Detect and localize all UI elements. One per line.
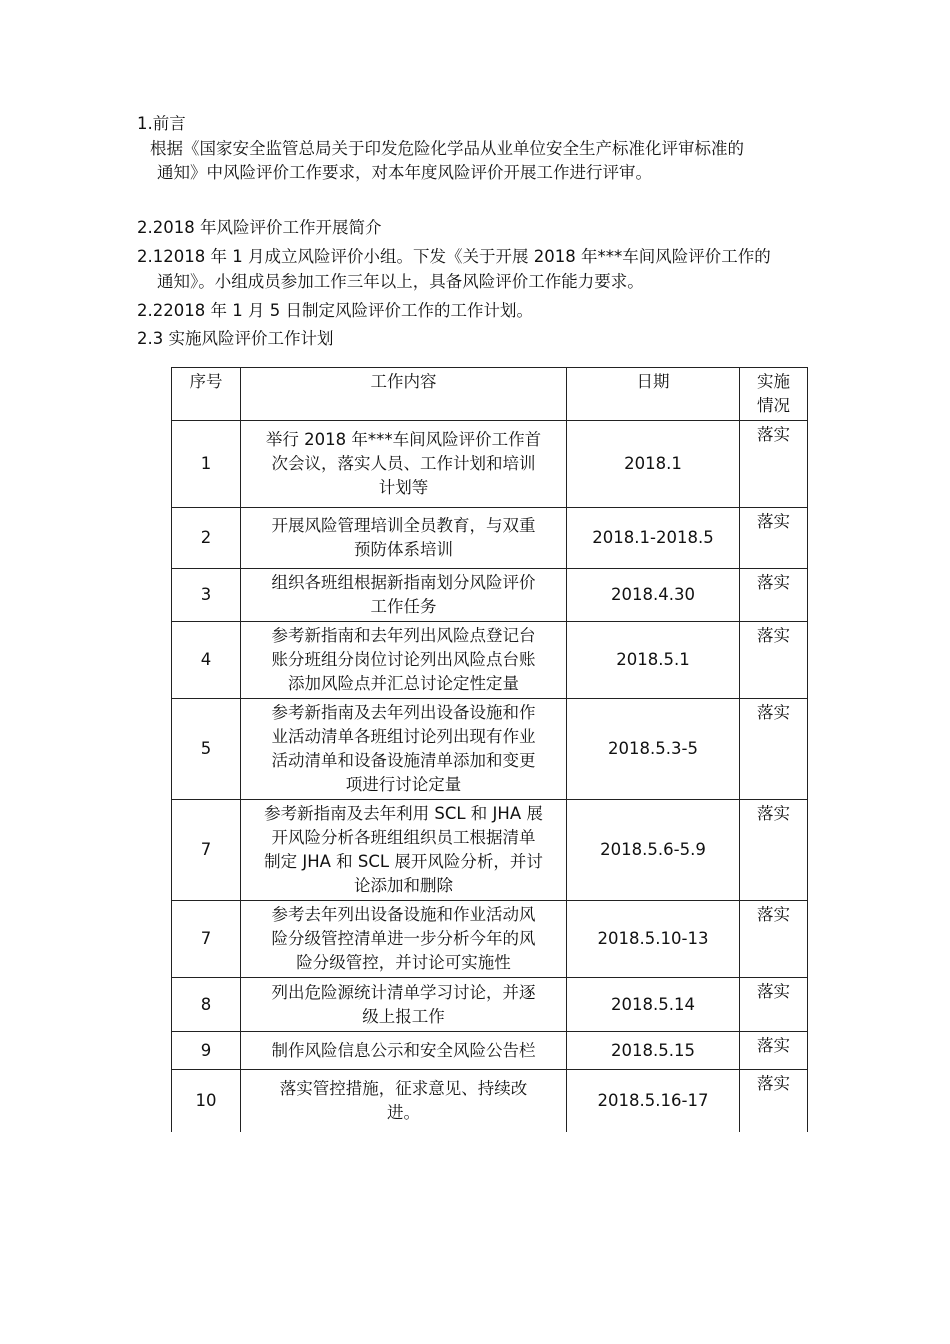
table-row <box>172 978 808 1032</box>
row-content-line: 险分级管控，并讨论可实施性 <box>296 953 511 972</box>
row-status: 落实 <box>740 622 808 699</box>
table-row <box>172 508 808 569</box>
row-content-line: 参考去年列出设备设施和作业活动风 <box>271 905 536 924</box>
row-seq: 10 <box>172 1070 241 1132</box>
row-content-line: 落实管控措施，征求意见、持续改 <box>279 1078 528 1098</box>
row-status: 落实 <box>740 1032 808 1070</box>
overview-heading: 2.2018 年风险评价工作开展简介 <box>137 218 382 237</box>
table-row <box>172 1032 808 1070</box>
row-content-line: 账分班组分岗位讨论列出风险点台账 <box>271 650 536 669</box>
row-content-line: 工作任务 <box>370 597 437 616</box>
row-content-line: 业活动清单各班组讨论列出现有作业 <box>271 727 536 746</box>
row-status: 落实 <box>740 800 808 901</box>
row-date: 2018.5.14 <box>567 978 740 1032</box>
row-seq: 5 <box>172 699 241 800</box>
row-content-line: 制定 JHA 和 SCL 展开风险分析，并讨 <box>264 852 543 871</box>
intro-text-line2: 通知》中风险评价工作要求，对本年度风险评价开展工作进行评审。 <box>157 163 652 182</box>
row-status: 落实 <box>740 699 808 800</box>
header-content: 工作内容 <box>241 368 567 421</box>
item-2-1-line2: 通知》。小组成员参加工作三年以上，具备风险评价工作能力要求。 <box>157 272 644 291</box>
table-row <box>172 569 808 622</box>
header-status-line2: 情况 <box>757 396 790 415</box>
intro-heading: 1.前言 <box>137 114 186 133</box>
row-content-line: 举行 2018 年***车间风险评价工作首 <box>265 430 542 449</box>
row-content <box>241 569 567 622</box>
header-seq: 序号 <box>172 368 241 421</box>
row-content-line: 活动清单和设备设施清单添加和变更 <box>271 751 536 770</box>
row-content-line: 级上报工作 <box>362 1006 445 1026</box>
header-status-line1: 实施 <box>757 372 790 391</box>
row-seq: 7 <box>172 800 241 901</box>
row-status: 落实 <box>740 421 808 508</box>
row-status: 落实 <box>740 569 808 622</box>
row-content-line: 参考新指南及去年利用 SCL 和 JHA 展 <box>264 804 543 823</box>
row-date: 2018.5.16-17 <box>567 1070 740 1132</box>
row-seq: 7 <box>172 901 241 978</box>
row-content <box>241 1070 567 1132</box>
table-row <box>172 1070 808 1132</box>
table-row <box>172 800 808 901</box>
table-row <box>172 699 808 800</box>
row-content-line: 列出危险源统计清单学习讨论，并逐 <box>271 982 536 1002</box>
row-date: 2018.1-2018.5 <box>567 508 740 569</box>
row-status: 落实 <box>740 901 808 978</box>
row-seq: 4 <box>172 622 241 699</box>
row-content <box>241 622 567 699</box>
intro-text-line1: 根据《国家安全监管总局关于印发危险化学品从业单位安全生产标准化评审标准的 <box>150 139 744 158</box>
row-content-line: 计划等 <box>378 478 429 497</box>
row-content <box>241 978 567 1032</box>
row-seq: 1 <box>172 421 241 508</box>
row-status: 落实 <box>740 978 808 1032</box>
row-content-line: 项进行讨论定量 <box>345 775 462 794</box>
table-row <box>172 622 808 699</box>
item-2-2: 2.22018 年 1 月 5 日制定风险评价工作的工作计划。 <box>137 301 533 320</box>
item-2-1-line1: 2.12018 年 1 月成立风险评价小组。下发《关于开展 2018 年***车间风险评价工作的 <box>137 247 771 266</box>
table-body <box>172 421 808 1132</box>
row-content-line: 预防体系培训 <box>354 540 453 559</box>
row-date: 2018.5.6-5.9 <box>567 800 740 901</box>
row-content-line: 开展风险管理培训全员教育，与双重 <box>271 516 536 535</box>
header-date: 日期 <box>567 368 740 421</box>
row-content <box>241 1032 567 1070</box>
row-content-line: 参考新指南和去年列出风险点登记台 <box>271 626 536 645</box>
row-date: 2018.5.3-5 <box>567 699 740 800</box>
row-status: 落实 <box>740 1070 808 1132</box>
row-seq: 2 <box>172 508 241 569</box>
row-date: 2018.5.10-13 <box>567 901 740 978</box>
row-content <box>241 508 567 569</box>
item-2-3: 2.3 实施风险评价工作计划 <box>137 329 334 348</box>
row-content-line: 进。 <box>387 1102 420 1122</box>
header-status <box>740 368 808 421</box>
row-content <box>241 901 567 978</box>
table-row <box>172 901 808 978</box>
row-date: 2018.5.1 <box>567 622 740 699</box>
row-seq: 8 <box>172 978 241 1032</box>
row-seq: 3 <box>172 569 241 622</box>
row-seq: 9 <box>172 1032 241 1070</box>
row-content-line: 组织各班组根据新指南划分风险评价 <box>271 573 536 592</box>
work-plan-table <box>171 367 808 1132</box>
table-row <box>172 421 808 508</box>
row-content-line: 险分级管控清单进一步分析今年的风 <box>271 929 536 948</box>
row-content-line: 添加风险点并汇总讨论定性定量 <box>288 674 519 693</box>
row-date: 2018.5.15 <box>567 1032 740 1070</box>
row-content-line: 次会议，落实人员、工作计划和培训 <box>271 454 536 473</box>
row-content <box>241 800 567 901</box>
row-content <box>241 421 567 508</box>
row-date: 2018.1 <box>567 421 740 508</box>
row-content-line: 参考新指南及去年列出设备设施和作 <box>271 703 536 722</box>
row-content-line: 制作风险信息公示和安全风险公告栏 <box>271 1040 536 1060</box>
row-content <box>241 699 567 800</box>
row-date: 2018.4.30 <box>567 569 740 622</box>
row-status: 落实 <box>740 508 808 569</box>
row-content-line: 论添加和删除 <box>354 876 453 895</box>
row-content-line: 开风险分析各班组组织员工根据清单 <box>271 828 536 847</box>
